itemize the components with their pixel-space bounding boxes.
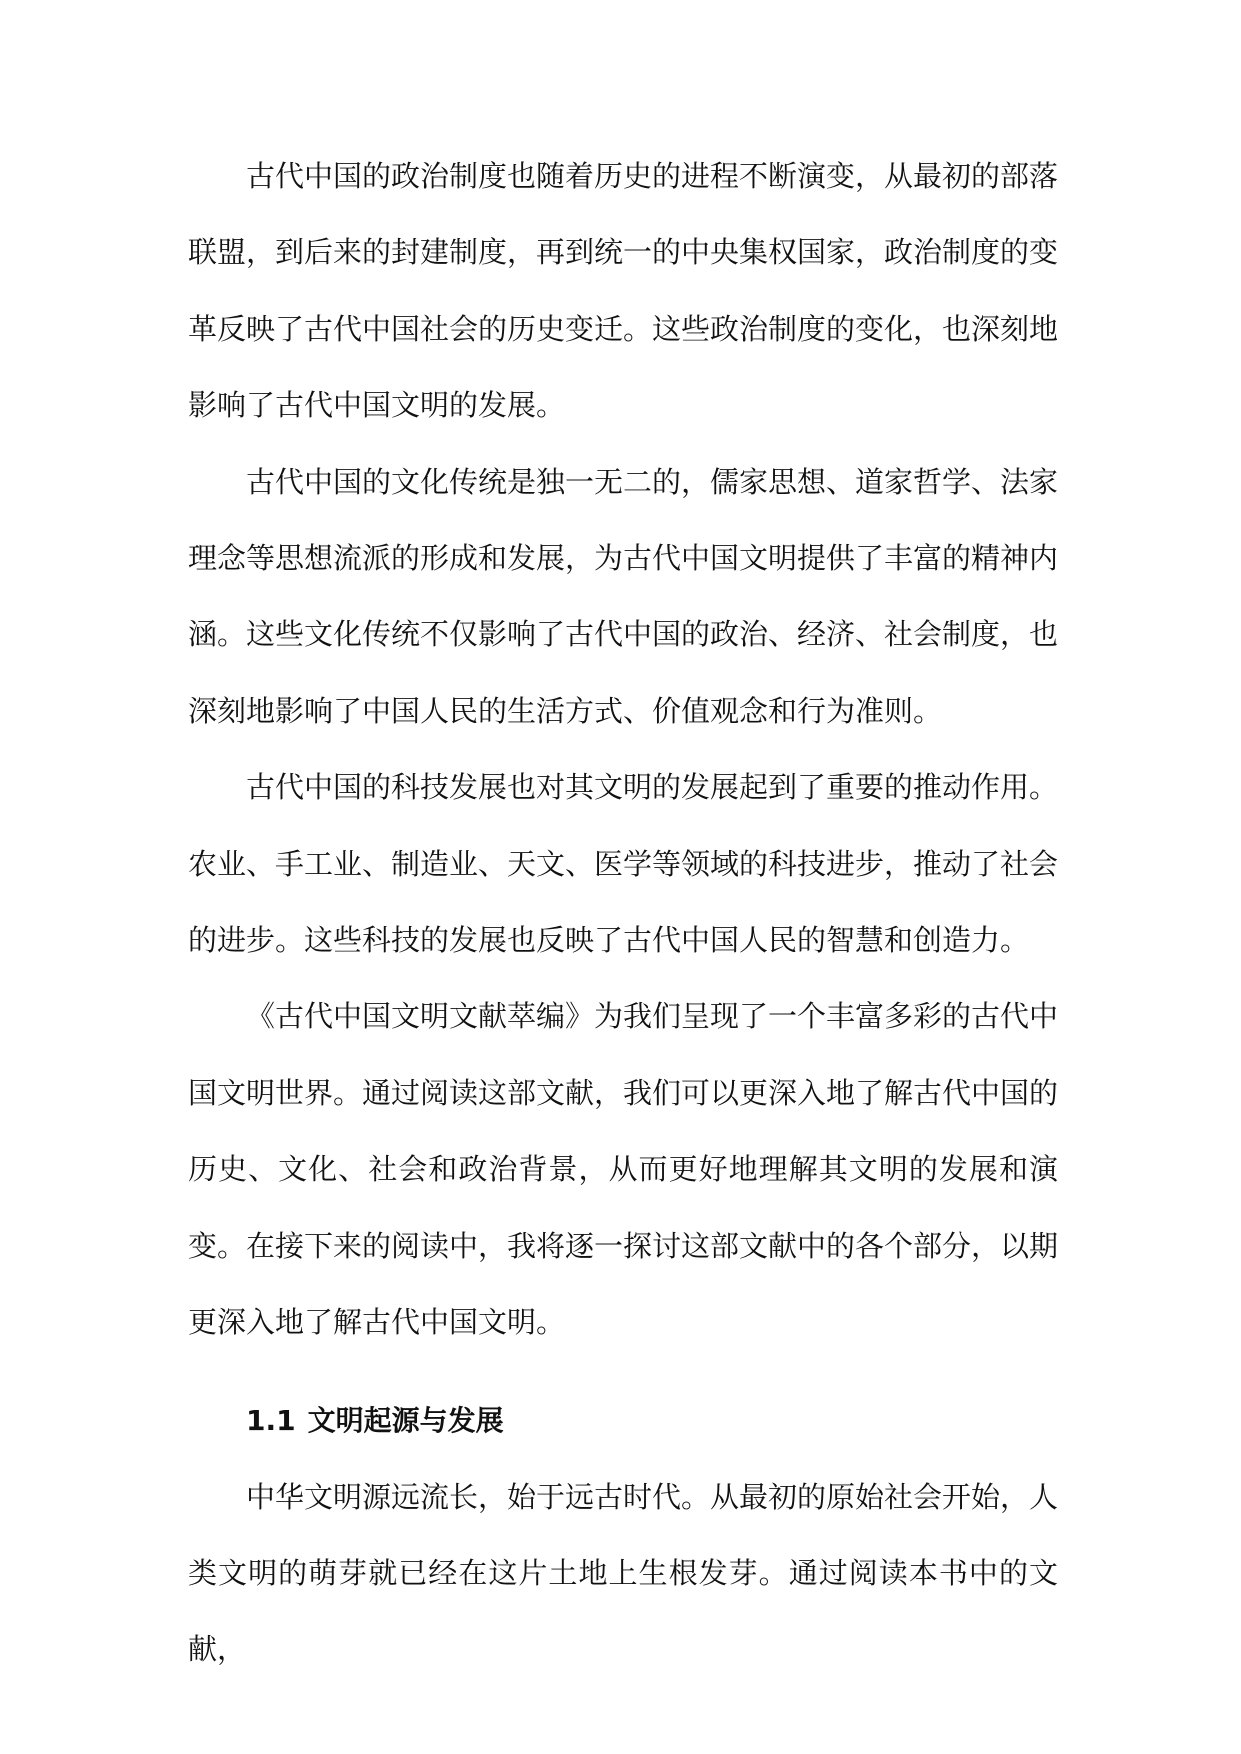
section-number: 1.1 — [246, 1403, 296, 1437]
section-title: 文明起源与发展 — [307, 1403, 504, 1437]
paragraph-book-introduction: 《古代中国文明文献萃编》为我们呈现了一个丰富多彩的古代中国文明世界。通过阅读这部文献，我们可以更深入地了解古代中国的历史、文化、社会和政治背景，从而更好地理解其文明的发展和演变。在接下来的阅读中，我将逐一探讨这部文献中的各个部分，以期更深入地了解古代中国文明。 — [188, 999, 1059, 1340]
paragraph-technology: 古代中国的科技发展也对其文明的发展起到了重要的推动作用。农业、手工业、制造业、天文、医学等领域的科技进步，推动了社会的进步。这些科技的发展也反映了古代中国人民的智慧和创造力。 — [188, 770, 1059, 958]
paragraph-origin: 中华文明源远流长，始于远古时代。从最初的原始社会开始，人类文明的萌芽就已经在这片土地上生根发芽。通过阅读本书中的文献， — [188, 1479, 1059, 1667]
section-heading — [188, 1371, 1058, 1459]
paragraph-political-system: 古代中国的政治制度也随着历史的进程不断演变，从最初的部落联盟，到后来的封建制度，再到统一的中央集权国家，政治制度的变革反映了古代中国社会的历史变迁。这些政治制度的变化，也深刻地影响了古代中国文明的发展。 — [188, 159, 1059, 423]
document-body — [188, 138, 1058, 1688]
paragraph-cultural-tradition: 古代中国的文化传统是独一无二的，儒家思想、道家哲学、法家理念等思想流派的形成和发展，为古代中国文明提供了丰富的精神内涵。这些文化传统不仅影响了古代中国的政治、经济、社会制度，也深刻地影响了中国人民的生活方式、价值观念和行为准则。 — [188, 464, 1059, 728]
